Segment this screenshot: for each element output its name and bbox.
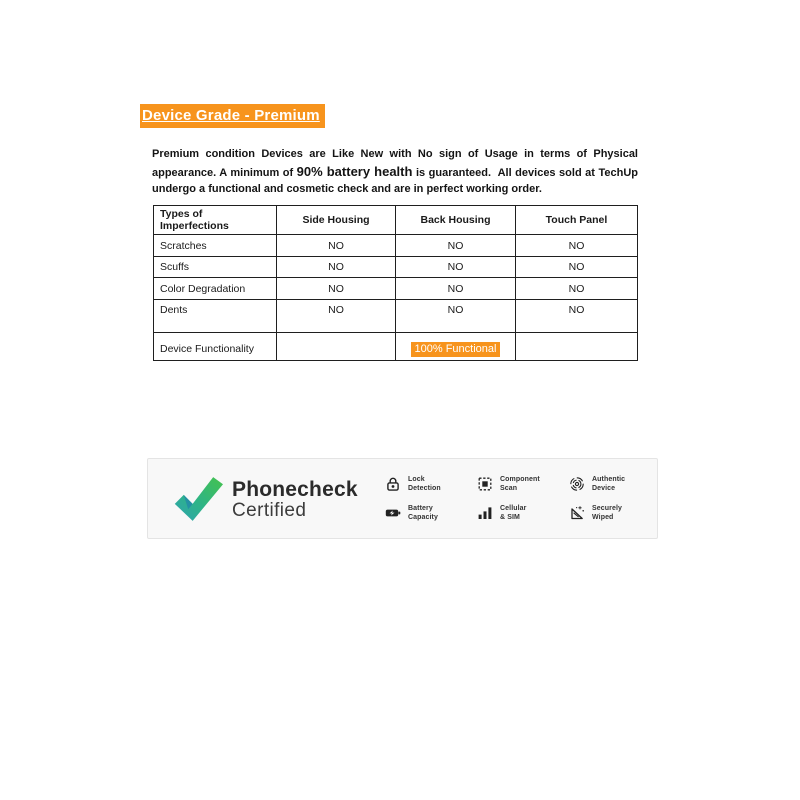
cell-value [396,333,516,361]
row-label: Scuffs [154,257,277,278]
cell-value: NO [277,235,396,257]
row-label: Color Degradation [154,278,277,300]
functional-highlight: 100% Functional [411,342,501,357]
phonecheck-logo [173,475,358,522]
cell-value: NO [396,300,516,333]
feature-cellular-sim [477,504,551,522]
intro-paragraph [152,147,638,197]
feature-battery-capacity [385,504,459,522]
fingerprint-icon [569,476,585,492]
feature-label: Cellular & SIM [500,504,527,521]
cellular-icon [477,505,493,521]
certification-features [385,475,643,521]
row-label: Dents [154,300,277,333]
cell-value: NO [516,257,638,278]
page-title: Device Grade - Premium [140,104,325,128]
cell-value: NO [277,257,396,278]
table-row [154,278,638,300]
feature-lock-detection [385,475,459,493]
brand-certified: Certified [232,500,307,521]
brand-name: Phonecheck [232,478,358,501]
table-header-row [154,206,638,235]
cell-value: NO [396,257,516,278]
lock-icon [385,476,401,492]
col-header-side-housing: Side Housing [277,206,396,235]
col-header-touch-panel: Touch Panel [516,206,638,235]
feature-label: Component Scan [500,476,540,493]
wipe-icon [569,505,585,521]
imperfections-table [153,205,638,361]
cell-value: NO [277,278,396,300]
cell-value [277,333,396,361]
battery-health-emphasis: 90% battery health [296,163,413,179]
table-row [154,333,638,361]
phonecheck-certified-banner [147,458,658,539]
table-row [154,235,638,257]
cell-value: NO [516,235,638,257]
feature-label: Securely Wiped [592,504,622,521]
feature-label: Authentic Device [592,476,626,493]
feature-securely-wiped [569,504,643,522]
col-header-back-housing: Back Housing [396,206,516,235]
row-label: Device Functionality [154,333,277,361]
cell-value: NO [516,278,638,300]
cell-value: NO [277,300,396,333]
phonecheck-wordmark [232,479,358,520]
checkmark-icon [173,475,223,522]
battery-icon [385,505,401,521]
feature-component-scan [477,475,551,493]
col-header-types: Types of Imperfections [154,206,277,235]
cell-value [516,333,638,361]
table-row [154,257,638,278]
table-row [154,300,638,333]
intro-text-1: Premium condition Devices are Like New with No sign of Usage in terms of Physical appearance. A minimum of [152,148,638,179]
cell-value: NO [516,300,638,333]
row-label: Scratches [154,235,277,257]
feature-label: Lock Detection [408,476,441,493]
feature-label: Battery Capacity [408,504,438,521]
cell-value: NO [396,235,516,257]
intro-text-2: is guaranteed. All devices sold at TechUp undergo a functional and cosmetic check and are in perfect working order. [152,166,639,195]
component-scan-icon [477,476,493,492]
cell-value: NO [396,278,516,300]
feature-authentic-device [569,475,643,493]
